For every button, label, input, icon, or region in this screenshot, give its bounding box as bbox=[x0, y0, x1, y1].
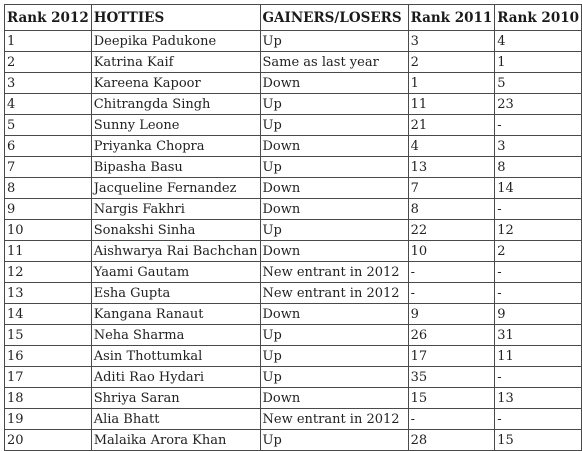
table-row bbox=[5, 367, 582, 388]
cell-rank-2011: 2 bbox=[408, 52, 495, 73]
cell-rank-2012: 16 bbox=[5, 346, 92, 367]
cell-gainers-losers: Down bbox=[260, 73, 408, 94]
cell-rank-2010: 8 bbox=[495, 157, 582, 178]
table-row bbox=[5, 136, 582, 157]
cell-rank-2012: 10 bbox=[5, 220, 92, 241]
cell-rank-2011: 35 bbox=[408, 367, 495, 388]
cell-rank-2012: 8 bbox=[5, 178, 92, 199]
cell-gainers-losers: Up bbox=[260, 157, 408, 178]
cell-rank-2010: 12 bbox=[495, 220, 582, 241]
cell-name: Priyanka Chopra bbox=[91, 136, 260, 157]
table-row bbox=[5, 52, 582, 73]
cell-rank-2011: 22 bbox=[408, 220, 495, 241]
cell-name: Kareena Kapoor bbox=[91, 73, 260, 94]
cell-rank-2011: - bbox=[408, 283, 495, 304]
table-row bbox=[5, 31, 582, 52]
cell-rank-2012: 9 bbox=[5, 199, 92, 220]
table-row bbox=[5, 325, 582, 346]
cell-gainers-losers: New entrant in 2012 bbox=[260, 409, 408, 430]
cell-gainers-losers: Down bbox=[260, 136, 408, 157]
cell-rank-2010: - bbox=[495, 283, 582, 304]
cell-name: Deepika Padukone bbox=[91, 31, 260, 52]
cell-rank-2012: 19 bbox=[5, 409, 92, 430]
cell-rank-2012: 17 bbox=[5, 367, 92, 388]
header-rank-2011: Rank 2011 bbox=[408, 5, 495, 31]
cell-gainers-losers: Down bbox=[260, 178, 408, 199]
cell-gainers-losers: Up bbox=[260, 94, 408, 115]
cell-rank-2010: - bbox=[495, 367, 582, 388]
table-row bbox=[5, 430, 582, 451]
cell-rank-2012: 15 bbox=[5, 325, 92, 346]
cell-rank-2011: 28 bbox=[408, 430, 495, 451]
cell-gainers-losers: New entrant in 2012 bbox=[260, 262, 408, 283]
cell-name: Yaami Gautam bbox=[91, 262, 260, 283]
cell-rank-2010: 14 bbox=[495, 178, 582, 199]
cell-rank-2012: 11 bbox=[5, 241, 92, 262]
cell-rank-2011: 15 bbox=[408, 388, 495, 409]
cell-rank-2011: 26 bbox=[408, 325, 495, 346]
cell-name: Chitrangda Singh bbox=[91, 94, 260, 115]
cell-rank-2012: 13 bbox=[5, 283, 92, 304]
cell-name: Katrina Kaif bbox=[91, 52, 260, 73]
cell-rank-2011: - bbox=[408, 262, 495, 283]
cell-rank-2010: 1 bbox=[495, 52, 582, 73]
cell-rank-2012: 12 bbox=[5, 262, 92, 283]
cell-rank-2012: 7 bbox=[5, 157, 92, 178]
cell-rank-2010: 15 bbox=[495, 430, 582, 451]
rankings-table bbox=[4, 4, 582, 451]
cell-rank-2011: 11 bbox=[408, 94, 495, 115]
cell-rank-2011: 8 bbox=[408, 199, 495, 220]
cell-rank-2010: 2 bbox=[495, 241, 582, 262]
cell-name: Aditi Rao Hydari bbox=[91, 367, 260, 388]
cell-rank-2011: 13 bbox=[408, 157, 495, 178]
table-row bbox=[5, 178, 582, 199]
cell-rank-2012: 4 bbox=[5, 94, 92, 115]
cell-rank-2010: 5 bbox=[495, 73, 582, 94]
cell-rank-2010: - bbox=[495, 199, 582, 220]
cell-gainers-losers: Down bbox=[260, 304, 408, 325]
cell-name: Alia Bhatt bbox=[91, 409, 260, 430]
table-row bbox=[5, 409, 582, 430]
cell-name: Kangana Ranaut bbox=[91, 304, 260, 325]
table-row bbox=[5, 241, 582, 262]
table-row bbox=[5, 73, 582, 94]
cell-rank-2011: 21 bbox=[408, 115, 495, 136]
cell-rank-2012: 3 bbox=[5, 73, 92, 94]
cell-rank-2010: 11 bbox=[495, 346, 582, 367]
cell-rank-2012: 14 bbox=[5, 304, 92, 325]
cell-rank-2011: 4 bbox=[408, 136, 495, 157]
header-hotties: HOTTIES bbox=[91, 5, 260, 31]
cell-rank-2010: 23 bbox=[495, 94, 582, 115]
table-row bbox=[5, 262, 582, 283]
cell-name: Bipasha Basu bbox=[91, 157, 260, 178]
cell-rank-2011: 3 bbox=[408, 31, 495, 52]
cell-gainers-losers: Up bbox=[260, 325, 408, 346]
header-rank-2010: Rank 2010 bbox=[495, 5, 582, 31]
cell-gainers-losers: New entrant in 2012 bbox=[260, 283, 408, 304]
cell-rank-2011: 1 bbox=[408, 73, 495, 94]
table-row bbox=[5, 388, 582, 409]
table-row bbox=[5, 346, 582, 367]
header-row bbox=[5, 5, 582, 31]
cell-rank-2011: 10 bbox=[408, 241, 495, 262]
table-row bbox=[5, 157, 582, 178]
table-body bbox=[5, 31, 582, 451]
header-rank-2012: Rank 2012 bbox=[5, 5, 92, 31]
cell-rank-2011: 9 bbox=[408, 304, 495, 325]
cell-name: Jacqueline Fernandez bbox=[91, 178, 260, 199]
cell-rank-2010: - bbox=[495, 409, 582, 430]
cell-name: Esha Gupta bbox=[91, 283, 260, 304]
cell-rank-2010: - bbox=[495, 115, 582, 136]
cell-rank-2010: 3 bbox=[495, 136, 582, 157]
cell-rank-2012: 20 bbox=[5, 430, 92, 451]
table-row bbox=[5, 115, 582, 136]
cell-gainers-losers: Down bbox=[260, 388, 408, 409]
cell-rank-2012: 6 bbox=[5, 136, 92, 157]
cell-gainers-losers: Up bbox=[260, 31, 408, 52]
cell-gainers-losers: Up bbox=[260, 220, 408, 241]
cell-name: Asin Thottumkal bbox=[91, 346, 260, 367]
table-row bbox=[5, 283, 582, 304]
cell-rank-2010: 4 bbox=[495, 31, 582, 52]
cell-rank-2010: - bbox=[495, 262, 582, 283]
cell-rank-2011: - bbox=[408, 409, 495, 430]
cell-gainers-losers: Down bbox=[260, 241, 408, 262]
header-gainers-losers: GAINERS/LOSERS bbox=[260, 5, 408, 31]
cell-gainers-losers: Up bbox=[260, 430, 408, 451]
cell-name: Aishwarya Rai Bachchan bbox=[91, 241, 260, 262]
cell-gainers-losers: Up bbox=[260, 115, 408, 136]
cell-gainers-losers: Same as last year bbox=[260, 52, 408, 73]
cell-gainers-losers: Up bbox=[260, 346, 408, 367]
cell-gainers-losers: Up bbox=[260, 367, 408, 388]
cell-name: Neha Sharma bbox=[91, 325, 260, 346]
cell-rank-2012: 2 bbox=[5, 52, 92, 73]
cell-name: Nargis Fakhri bbox=[91, 199, 260, 220]
cell-gainers-losers: Down bbox=[260, 199, 408, 220]
table-row bbox=[5, 199, 582, 220]
cell-rank-2010: 9 bbox=[495, 304, 582, 325]
cell-name: Malaika Arora Khan bbox=[91, 430, 260, 451]
cell-rank-2012: 18 bbox=[5, 388, 92, 409]
cell-name: Shriya Saran bbox=[91, 388, 260, 409]
table-row bbox=[5, 220, 582, 241]
table-row bbox=[5, 94, 582, 115]
cell-name: Sonakshi Sinha bbox=[91, 220, 260, 241]
cell-rank-2011: 7 bbox=[408, 178, 495, 199]
cell-name: Sunny Leone bbox=[91, 115, 260, 136]
cell-rank-2011: 17 bbox=[408, 346, 495, 367]
table-row bbox=[5, 304, 582, 325]
cell-rank-2012: 5 bbox=[5, 115, 92, 136]
cell-rank-2010: 13 bbox=[495, 388, 582, 409]
cell-rank-2012: 1 bbox=[5, 31, 92, 52]
cell-rank-2010: 31 bbox=[495, 325, 582, 346]
